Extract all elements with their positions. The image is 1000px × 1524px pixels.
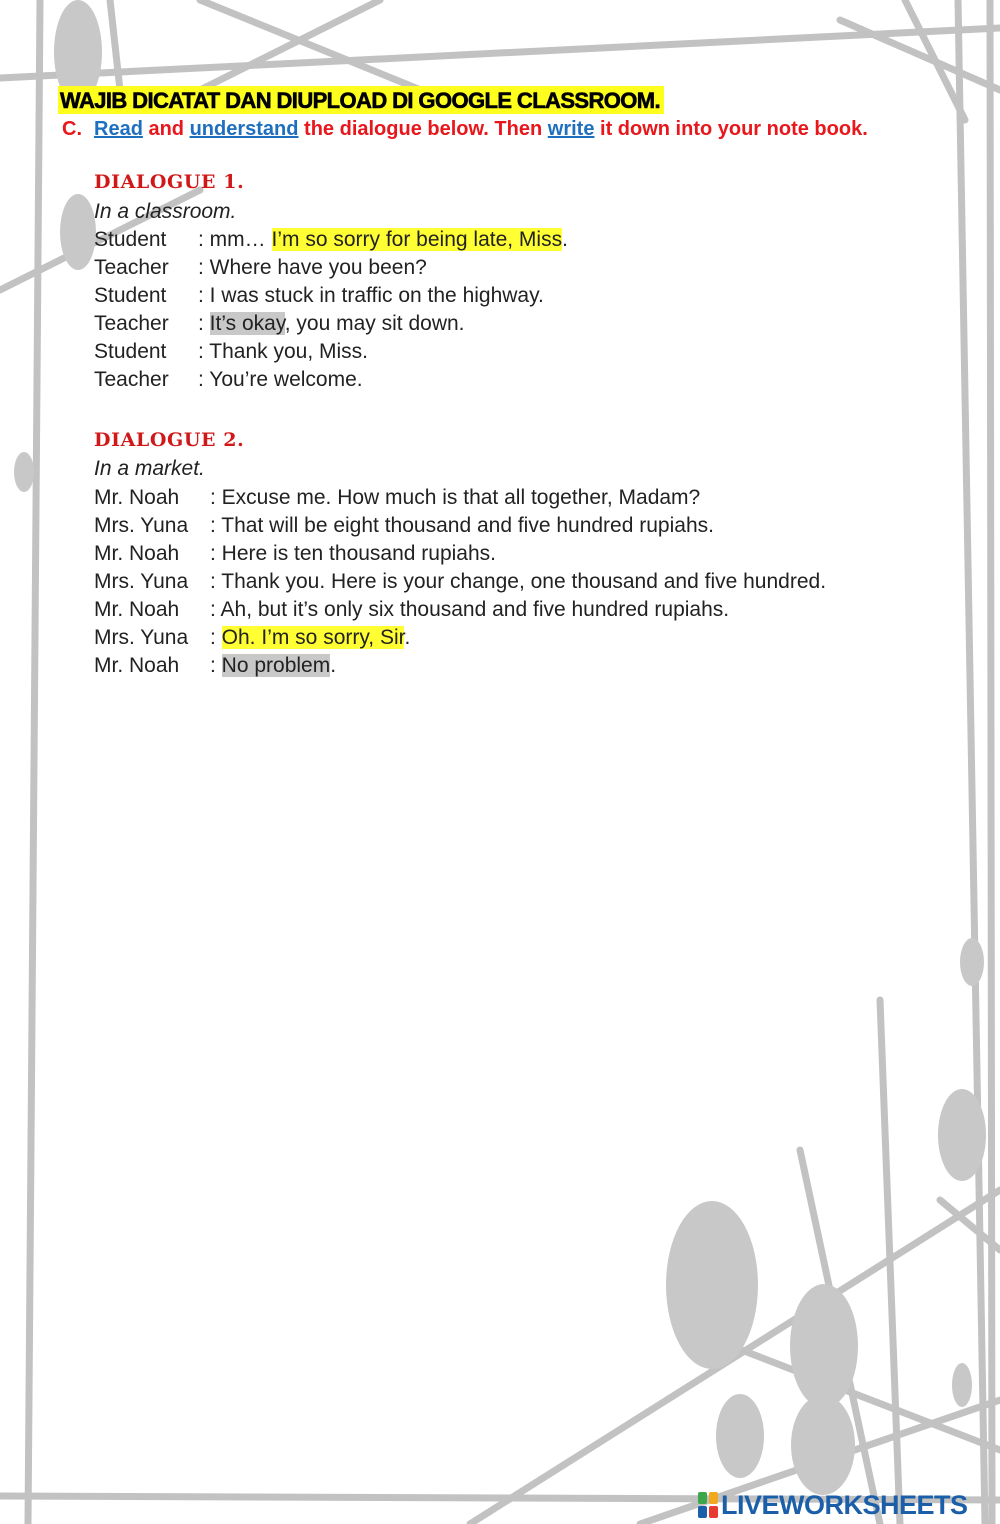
dialogue-2-line [94, 652, 336, 680]
keyword-write: write [547, 118, 595, 140]
dialogue-2-line [94, 540, 496, 568]
instruction-end: it down into your note book. [594, 118, 868, 140]
dialogue-2-line [94, 624, 410, 652]
speaker: Teacher [94, 312, 169, 335]
dialogue-2-line [94, 512, 714, 540]
separator: : [210, 570, 222, 593]
line-text: mm… [209, 228, 272, 251]
highlighted-text: It’s okay [209, 312, 285, 335]
separator: : [210, 542, 222, 565]
dialogue-1-title: DIALOGUE 1. [94, 171, 245, 193]
banner-heading: WAJIB DICATAT DAN DIUPLOAD DI GOOGLE CLASSROOM. [58, 86, 664, 114]
dialogue-1-setting: In a classroom. [94, 200, 237, 223]
dialogue-2-setting: In a market. [94, 457, 205, 480]
liveworksheets-logo[interactable] [698, 1490, 968, 1520]
line-text: Where have you been? [209, 256, 427, 279]
line-text: , you may sit down. [284, 312, 465, 335]
instruction-middle: the dialogue below. Then [298, 118, 548, 140]
line-text: . [404, 626, 411, 649]
instruction-text [94, 116, 940, 143]
separator: : [198, 340, 210, 363]
separator: : [198, 368, 210, 391]
logo-text: LIVEWORKSHEETS [721, 1489, 968, 1520]
instruction-letter: C. [62, 118, 82, 140]
speaker: Mr. Noah [94, 486, 180, 509]
separator: : [198, 228, 210, 251]
speaker: Mr. Noah [94, 542, 180, 565]
liveworksheets-logo-icon [698, 1492, 718, 1518]
separator: : [210, 486, 222, 509]
separator: : [210, 626, 222, 649]
speaker: Mr. Noah [94, 654, 180, 677]
speaker: Teacher [94, 368, 169, 391]
dialogue-2-line [94, 484, 700, 512]
line-text: . [562, 228, 568, 251]
dialogue-1-line [94, 338, 368, 366]
speaker: Teacher [94, 256, 169, 279]
separator: : [210, 654, 222, 677]
separator: : [210, 514, 222, 537]
highlighted-text: I’m so sorry for being late, Miss [271, 228, 563, 251]
highlighted-text: No problem [221, 654, 331, 677]
speaker: Mr. Noah [94, 598, 180, 621]
speaker: Mrs. Yuna [94, 514, 189, 537]
separator: : [198, 284, 210, 307]
instruction [62, 116, 940, 143]
line-text: Ah, but it’s only six thousand and five hundred rupiahs. [220, 598, 730, 621]
line-text: I was stuck in traffic on the highway. [209, 284, 544, 307]
speaker: Mrs. Yuna [94, 570, 189, 593]
line-text: That will be eight thousand and five hundred rupiahs. [221, 514, 714, 537]
separator: : [198, 256, 210, 279]
keyword-understand: understand [189, 118, 299, 140]
instruction-and: and [142, 118, 190, 140]
speaker: Student [94, 340, 167, 363]
separator: : [198, 312, 210, 335]
highlighted-text: Oh. I’m so sorry, Sir [221, 626, 405, 649]
line-text: Thank you, Miss. [209, 340, 369, 363]
dialogue-1-line [94, 226, 568, 254]
line-text: Thank you. Here is your change, one thousand and five hundred. [221, 570, 827, 593]
separator: : [210, 598, 221, 621]
line-text: You’re welcome. [209, 368, 363, 391]
dialogue-1-line [94, 254, 427, 282]
line-text: . [330, 654, 337, 677]
line-text: Excuse me. How much is that all together, Madam? [221, 486, 701, 509]
dialogue-1-line [94, 310, 465, 338]
speaker: Student [94, 284, 167, 307]
speaker: Student [94, 228, 167, 251]
dialogue-2-title: DIALOGUE 2. [94, 429, 245, 451]
dialogue-1-line [94, 282, 544, 310]
line-text: Here is ten thousand rupiahs. [221, 542, 497, 565]
dialogue-2-line [94, 568, 826, 596]
keyword-read: Read [94, 118, 143, 140]
dialogue-2-line [94, 596, 729, 624]
dialogue-1-line [94, 366, 363, 394]
speaker: Mrs. Yuna [94, 626, 189, 649]
